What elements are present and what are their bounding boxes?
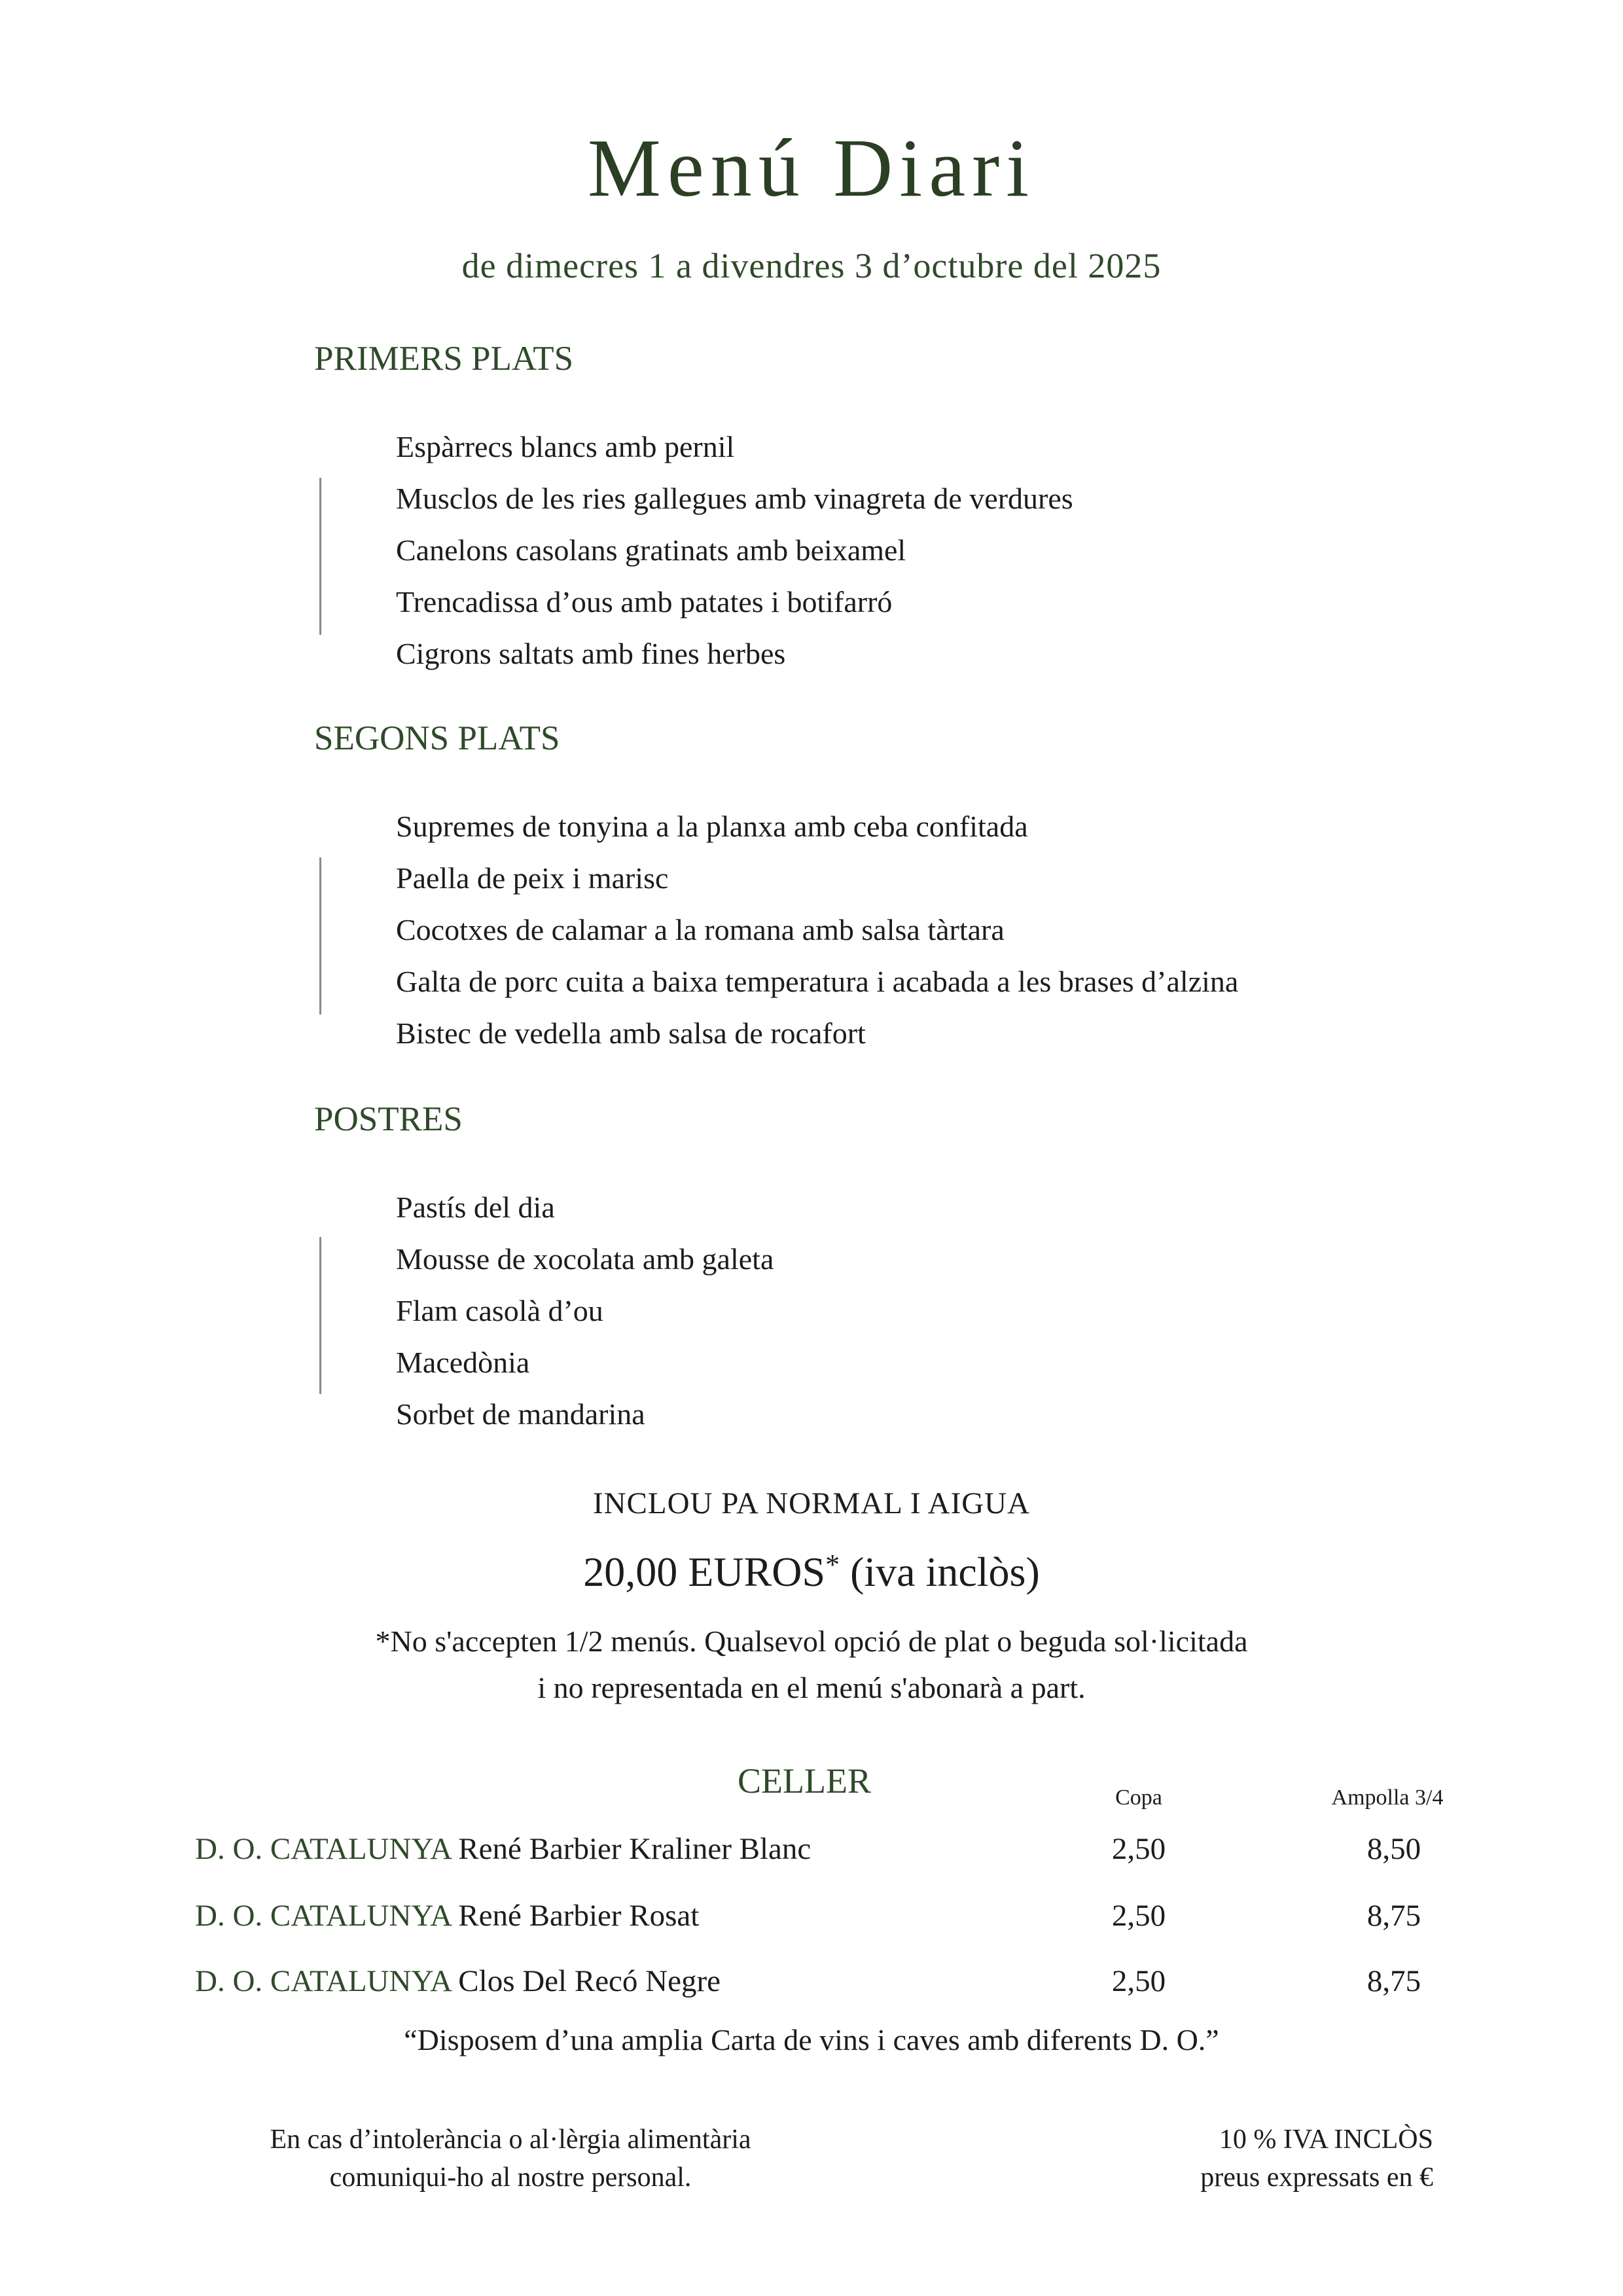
wine-row <box>195 1831 811 1867</box>
section-heading-segons: SEGONS PLATS <box>314 719 560 757</box>
menu-item: Cocotxes de calamar a la romana amb salsa tàrtara <box>396 913 1005 946</box>
menu-item: Espàrrecs blancs amb pernil <box>396 430 735 463</box>
price-amount: 20,00 EUROS <box>583 1549 826 1595</box>
section-divider-line <box>319 857 321 1014</box>
menu-item: Mousse de xocolata amb galeta <box>396 1242 774 1276</box>
section-items-segons <box>396 800 1238 1059</box>
wine-do: D. O. CATALUNYA <box>195 1964 451 1998</box>
wine-name: René Barbier Rosat <box>458 1899 700 1933</box>
section-divider-line <box>319 1237 321 1394</box>
menu-title: Menú Diari <box>587 123 1036 214</box>
menu-item: Flam casolà d’ou <box>396 1294 603 1327</box>
wine-price-ampolla: 8,50 <box>1366 1832 1421 1866</box>
wine-price-ampolla: 8,75 <box>1366 1899 1421 1933</box>
iva-line: preus expressats en € <box>1200 2162 1433 2193</box>
menu-price <box>0 1548 1623 1596</box>
menu-item: Macedònia <box>396 1346 530 1379</box>
price-star: * <box>825 1549 840 1581</box>
menu-item: Sorbet de mandarina <box>396 1397 645 1431</box>
col-ampolla: Ampolla 3/4 <box>1331 1785 1444 1810</box>
iva-line: 10 % IVA INCLÒS <box>1219 2125 1433 2155</box>
section-divider-line <box>319 478 321 635</box>
menu-item: Supremes de tonyina a la planxa amb ceba confitada <box>396 810 1028 843</box>
section-heading-primers: PRIMERS PLATS <box>314 340 574 378</box>
section-items-postres <box>396 1181 774 1440</box>
menu-item: Pastís del dia <box>396 1191 555 1224</box>
iva-note <box>1113 2121 1433 2197</box>
allergy-line: comuniqui-ho al nostre personal. <box>329 2162 692 2193</box>
menu-item: Trencadissa d’ous amb patates i botifarró <box>396 585 893 619</box>
wine-price-copa: 2,50 <box>1111 1832 1166 1866</box>
menu-item: Musclos de les ries gallegues amb vinagreta de verdures <box>396 482 1073 515</box>
wine-do: D. O. CATALUNYA <box>195 1899 451 1933</box>
section-heading-postres: POSTRES <box>314 1100 463 1138</box>
wine-list-quote: “Disposem d’una amplia Carta de vins i caves amb diferents D. O.” <box>404 2023 1219 2056</box>
wine-name: Clos Del Recó Negre <box>458 1964 721 1998</box>
menu-item: Cigrons saltats amb fines herbes <box>396 637 786 670</box>
price-tax: (iva inclòs) <box>850 1549 1040 1595</box>
menu-item: Galta de porc cuita a baixa temperatura i acabada a les brases d’alzina <box>396 965 1239 998</box>
wine-price-copa: 2,50 <box>1111 1964 1166 1998</box>
conditions-line: *No s'accepten 1/2 menús. Qualsevol opció de plat o beguda sol·licitada <box>375 1624 1248 1658</box>
conditions-line: i no representada en el menú s'abonarà a part. <box>537 1671 1086 1704</box>
section-items-primers <box>396 421 1073 679</box>
menu-item: Paella de peix i marisc <box>396 861 669 895</box>
menu-item: Canelons casolans gratinats amb beixamel <box>396 533 906 567</box>
includes-note: INCLOU PA NORMAL I AIGUA <box>592 1486 1031 1520</box>
menu-conditions <box>0 1618 1623 1711</box>
wine-name: René Barbier Kraliner Blanc <box>458 1832 812 1866</box>
wine-row <box>195 1964 721 1999</box>
wine-price-copa: 2,50 <box>1111 1899 1166 1933</box>
allergy-note <box>196 2121 825 2197</box>
celler-heading: CELLER <box>738 1761 871 1801</box>
wine-price-ampolla: 8,75 <box>1366 1964 1421 1998</box>
wine-do: D. O. CATALUNYA <box>195 1832 451 1866</box>
menu-subtitle: de dimecres 1 a divendres 3 d’octubre del 2025 <box>461 246 1162 285</box>
menu-item: Bistec de vedella amb salsa de rocafort <box>396 1016 866 1050</box>
col-copa: Copa <box>1115 1785 1162 1810</box>
wine-row <box>195 1898 699 1933</box>
allergy-line: En cas d’intolerància o al·lèrgia alimentària <box>270 2125 751 2155</box>
